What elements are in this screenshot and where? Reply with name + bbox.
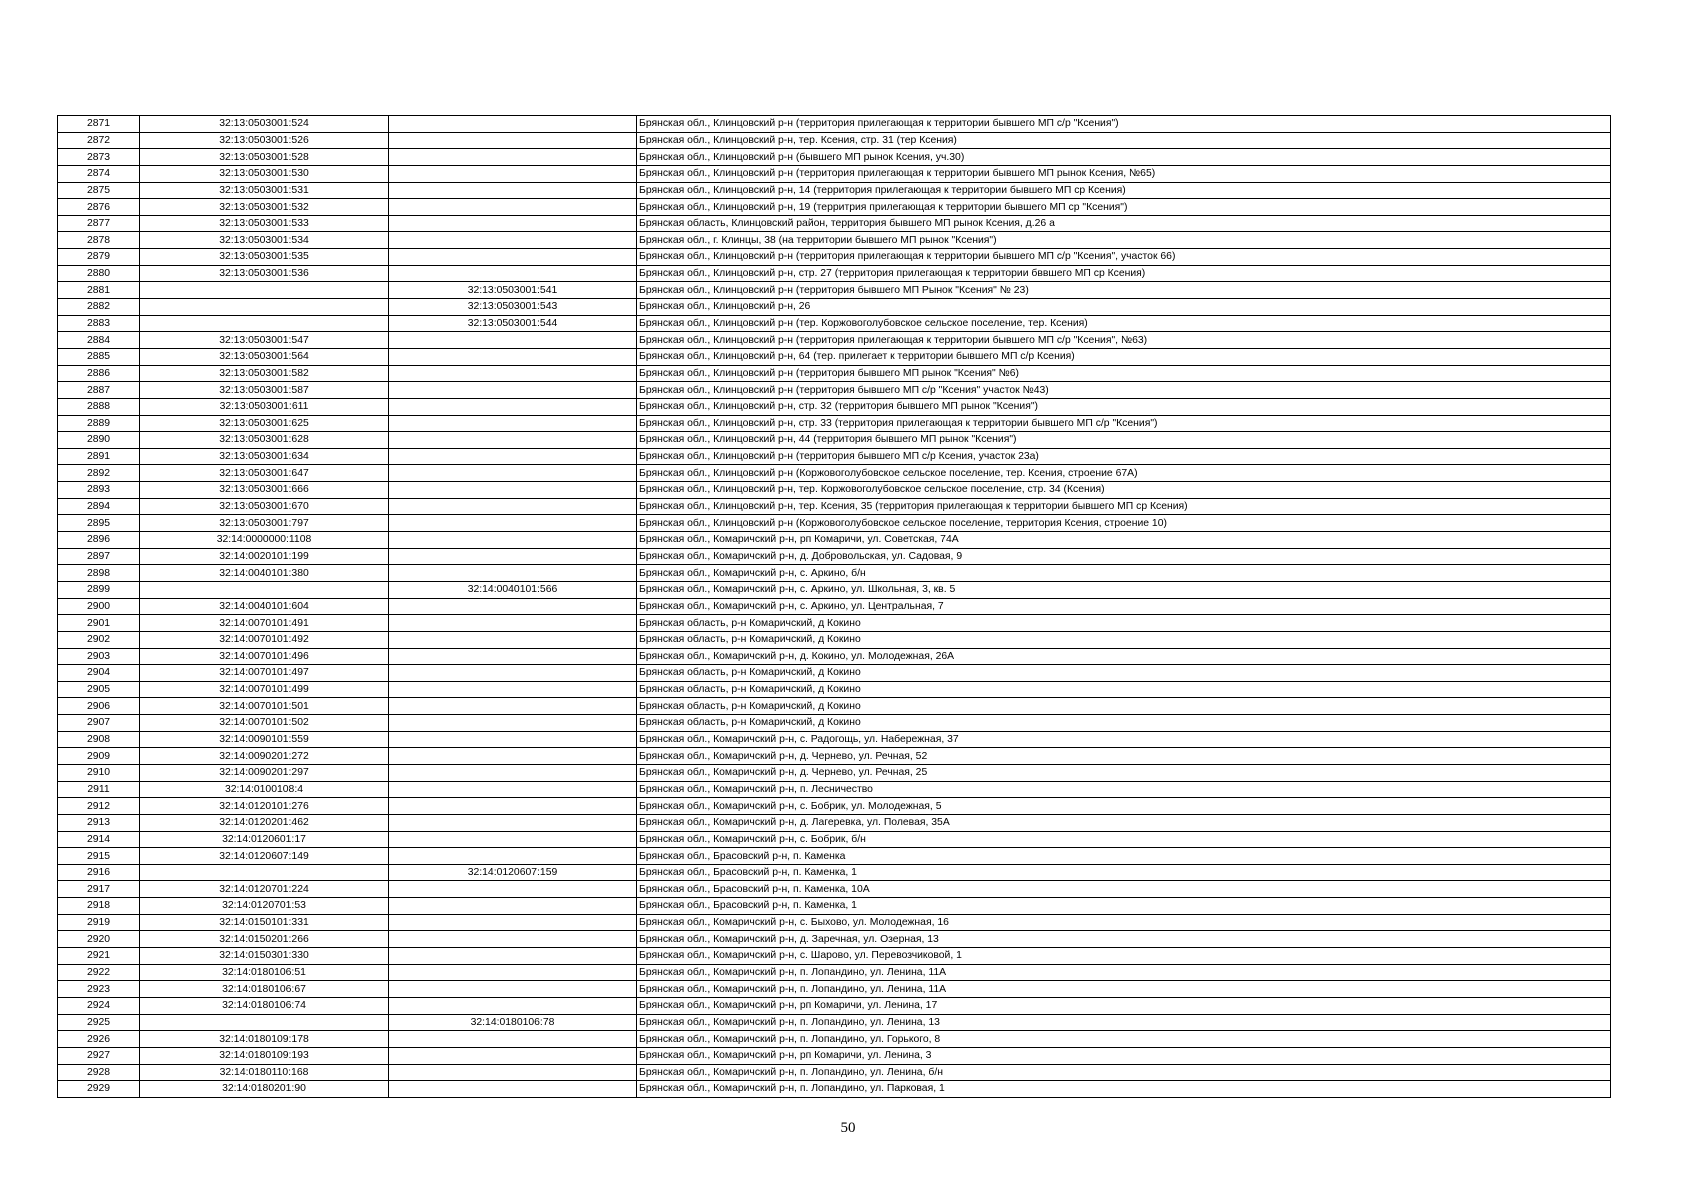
address-cell: Брянская обл., Брасовский р-н, п. Каменка, 10А xyxy=(637,881,1611,898)
row-number-cell: 2901 xyxy=(58,615,140,632)
address-cell: Брянская обл., Комаричский р-н, с. Аркино, ул. Центральная, 7 xyxy=(637,598,1611,615)
cadastral-number-cell: 32:13:0503001:625 xyxy=(140,415,389,432)
row-number-cell: 2889 xyxy=(58,415,140,432)
cadastral-number-cell: 32:13:0503001:797 xyxy=(140,515,389,532)
address-cell: Брянская область, р-н Комаричский, д Кокино xyxy=(637,681,1611,698)
cadastral-number-alt-cell xyxy=(389,948,637,965)
cadastral-number-alt-cell xyxy=(389,715,637,732)
address-cell: Брянская обл., Комаричский р-н, д. Заречная, ул. Озерная, 13 xyxy=(637,931,1611,948)
cadastral-number-alt-cell xyxy=(389,448,637,465)
row-number-cell: 2918 xyxy=(58,898,140,915)
cadastral-number-cell: 32:13:0503001:587 xyxy=(140,382,389,399)
table-row xyxy=(58,731,1611,748)
address-cell: Брянская обл., Клинцовский р-н, стр. 33 (территория прилегающая к территории бывшего МП с/р "Ксения") xyxy=(637,415,1611,432)
cadastral-number-alt-cell xyxy=(389,116,637,133)
table-row xyxy=(58,1081,1611,1098)
cadastral-number-alt-cell xyxy=(389,665,637,682)
cadastral-number-alt-cell xyxy=(389,332,637,349)
cadastral-number-alt-cell xyxy=(389,165,637,182)
table-row xyxy=(58,848,1611,865)
row-number-cell: 2880 xyxy=(58,265,140,282)
cadastral-number-alt-cell xyxy=(389,748,637,765)
cadastral-number-cell: 32:14:0020101:199 xyxy=(140,548,389,565)
cadastral-number-alt-cell: 32:13:0503001:541 xyxy=(389,282,637,299)
address-cell: Брянская обл., Комаричский р-н, п. Лопандино, ул. Ленина, 11А xyxy=(637,981,1611,998)
cadastral-number-cell: 32:14:0180109:178 xyxy=(140,1031,389,1048)
address-cell: Брянская обл., Клинцовский р-н, стр. 32 (территория бывшего МП рынок "Ксения") xyxy=(637,398,1611,415)
cadastral-number-cell: 32:13:0503001:564 xyxy=(140,348,389,365)
cadastral-number-cell: 32:14:0180106:51 xyxy=(140,964,389,981)
row-number-cell: 2907 xyxy=(58,715,140,732)
table-row xyxy=(58,315,1611,332)
address-cell: Брянская обл., Клинцовский р-н (территория прилегающая к территории бывшего МП с/р "Ксения", участок 66) xyxy=(637,249,1611,266)
cadastral-number-alt-cell: 32:14:0180106:78 xyxy=(389,1014,637,1031)
cadastral-number-alt-cell xyxy=(389,465,637,482)
row-number-cell: 2911 xyxy=(58,781,140,798)
row-number-cell: 2903 xyxy=(58,648,140,665)
address-cell: Брянская обл., Клинцовский р-н, тер. Ксения, стр. 31 (тер Ксения) xyxy=(637,132,1611,149)
table-row xyxy=(58,182,1611,199)
cadastral-number-alt-cell xyxy=(389,382,637,399)
cadastral-number-cell xyxy=(140,282,389,299)
cadastral-number-cell: 32:13:0503001:647 xyxy=(140,465,389,482)
cadastral-number-cell: 32:14:0000000:1108 xyxy=(140,532,389,549)
cadastral-number-alt-cell xyxy=(389,681,637,698)
row-number-cell: 2922 xyxy=(58,964,140,981)
table-row xyxy=(58,748,1611,765)
address-cell: Брянская область, р-н Комаричский, д Кокино xyxy=(637,715,1611,732)
table-row xyxy=(58,798,1611,815)
table-row xyxy=(58,498,1611,515)
address-cell: Брянская область, р-н Комаричский, д Кокино xyxy=(637,698,1611,715)
address-cell: Брянская обл., Комаричский р-н, с. Быхово, ул. Молодежная, 16 xyxy=(637,914,1611,931)
cadastral-number-cell xyxy=(140,581,389,598)
address-cell: Брянская обл., Клинцовский р-н, 64 (тер. прилегает к территории бывшего МП с/р Ксения) xyxy=(637,348,1611,365)
row-number-cell: 2924 xyxy=(58,997,140,1014)
cadastral-number-cell: 32:13:0503001:526 xyxy=(140,132,389,149)
table-row xyxy=(58,448,1611,465)
cadastral-number-cell: 32:13:0503001:533 xyxy=(140,215,389,232)
address-cell: Брянская обл., Клинцовский р-н (территория бывшего МП с/р "Ксения" участок №43) xyxy=(637,382,1611,399)
table-row xyxy=(58,515,1611,532)
address-cell: Брянская обл., Клинцовский р-н (Коржовоголубовское сельское поселение, тер. Ксения, строение 67А) xyxy=(637,465,1611,482)
table-row xyxy=(58,348,1611,365)
table-row xyxy=(58,398,1611,415)
address-cell: Брянская обл., Комаричский р-н, с. Бобрик, ул. Молодежная, 5 xyxy=(637,798,1611,815)
cadastral-number-cell xyxy=(140,315,389,332)
row-number-cell: 2898 xyxy=(58,565,140,582)
row-number-cell: 2929 xyxy=(58,1081,140,1098)
table-row xyxy=(58,565,1611,582)
cadastral-number-alt-cell xyxy=(389,648,637,665)
table-row xyxy=(58,199,1611,216)
cadastral-number-cell: 32:14:0120701:53 xyxy=(140,898,389,915)
row-number-cell: 2904 xyxy=(58,665,140,682)
cadastral-number-alt-cell xyxy=(389,515,637,532)
address-cell: Брянская обл., Комаричский р-н, с. Аркино, б/н xyxy=(637,565,1611,582)
cadastral-number-alt-cell xyxy=(389,1031,637,1048)
row-number-cell: 2892 xyxy=(58,465,140,482)
address-cell: Брянская область, р-н Комаричский, д Кокино xyxy=(637,615,1611,632)
table-row xyxy=(58,265,1611,282)
row-number-cell: 2920 xyxy=(58,931,140,948)
address-cell: Брянская обл., Комаричский р-н, д. Кокино, ул. Молодежная, 26А xyxy=(637,648,1611,665)
cadastral-number-alt-cell xyxy=(389,348,637,365)
cadastral-number-cell: 32:13:0503001:532 xyxy=(140,199,389,216)
address-cell: Брянская обл., Комаричский р-н, п. Лопандино, ул. Ленина, 13 xyxy=(637,1014,1611,1031)
cadastral-number-alt-cell xyxy=(389,1047,637,1064)
table-row xyxy=(58,715,1611,732)
cadastral-number-cell xyxy=(140,1014,389,1031)
address-cell: Брянская обл., Клинцовский р-н, тер. Коржовоголубовское сельское поселение, стр. 34 (Ксения) xyxy=(637,482,1611,499)
address-cell: Брянская обл., Комаричский р-н, п. Лопандино, ул. Ленина, б/н xyxy=(637,1064,1611,1081)
cadastral-number-cell: 32:13:0503001:670 xyxy=(140,498,389,515)
cadastral-number-cell: 32:14:0180106:74 xyxy=(140,997,389,1014)
cadastral-number-cell: 32:14:0180109:193 xyxy=(140,1047,389,1064)
row-number-cell: 2888 xyxy=(58,398,140,415)
table-row xyxy=(58,532,1611,549)
address-cell: Брянская обл., г. Клинцы, 38 (на территории бывшего МП рынок "Ксения") xyxy=(637,232,1611,249)
row-number-cell: 2923 xyxy=(58,981,140,998)
address-cell: Брянская обл., Клинцовский р-н (территория прилегающая к территории бывшего МП рынок Ксения, №65) xyxy=(637,165,1611,182)
row-number-cell: 2876 xyxy=(58,199,140,216)
table-row xyxy=(58,432,1611,449)
address-cell: Брянская обл., Брасовский р-н, п. Каменка, 1 xyxy=(637,898,1611,915)
cadastral-number-cell: 32:14:0120607:149 xyxy=(140,848,389,865)
register-table xyxy=(57,115,1611,1098)
table-row xyxy=(58,382,1611,399)
cadastral-number-cell: 32:14:0040101:380 xyxy=(140,565,389,582)
table-row xyxy=(58,1031,1611,1048)
row-number-cell: 2925 xyxy=(58,1014,140,1031)
table-row xyxy=(58,698,1611,715)
row-number-cell: 2886 xyxy=(58,365,140,382)
address-cell: Брянская обл., Комаричский р-н, с. Аркино, ул. Школьная, 3, кв. 5 xyxy=(637,581,1611,598)
table-row xyxy=(58,149,1611,166)
row-number-cell: 2921 xyxy=(58,948,140,965)
cadastral-number-cell: 32:14:0120701:224 xyxy=(140,881,389,898)
cadastral-number-alt-cell: 32:14:0040101:566 xyxy=(389,581,637,598)
address-cell: Брянская обл., Клинцовский р-н (Коржовоголубовское сельское поселение, территория Ксения, строение 10) xyxy=(637,515,1611,532)
table-row xyxy=(58,831,1611,848)
row-number-cell: 2878 xyxy=(58,232,140,249)
cadastral-number-cell: 32:13:0503001:666 xyxy=(140,482,389,499)
address-cell: Брянская обл., Комаричский р-н, п. Лопандино, ул. Ленина, 11А xyxy=(637,964,1611,981)
cadastral-number-alt-cell: 32:14:0120607:159 xyxy=(389,864,637,881)
address-cell: Брянская обл., Комаричский р-н, рп Комаричи, ул. Ленина, 17 xyxy=(637,997,1611,1014)
cadastral-number-alt-cell xyxy=(389,199,637,216)
cadastral-number-alt-cell xyxy=(389,215,637,232)
cadastral-number-cell: 32:14:0070101:497 xyxy=(140,665,389,682)
cadastral-number-alt-cell xyxy=(389,598,637,615)
table-row xyxy=(58,764,1611,781)
cadastral-number-cell: 32:14:0150201:266 xyxy=(140,931,389,948)
cadastral-number-cell: 32:14:0090201:297 xyxy=(140,764,389,781)
cadastral-number-cell: 32:14:0070101:502 xyxy=(140,715,389,732)
cadastral-number-cell: 32:14:0070101:501 xyxy=(140,698,389,715)
cadastral-number-alt-cell xyxy=(389,631,637,648)
page-number: 50 xyxy=(840,1120,856,1136)
table-row xyxy=(58,1014,1611,1031)
cadastral-number-cell: 32:13:0503001:524 xyxy=(140,116,389,133)
table-row xyxy=(58,665,1611,682)
table-row xyxy=(58,681,1611,698)
table-row xyxy=(58,615,1611,632)
address-cell: Брянская обл., Клинцовский р-н (территория прилегающая к территории бывшего МП с/р "Ксения", №63) xyxy=(637,332,1611,349)
cadastral-number-alt-cell xyxy=(389,798,637,815)
address-cell: Брянская обл., Клинцовский р-н (территория бывшего МП с/р Ксения, участок 23а) xyxy=(637,448,1611,465)
row-number-cell: 2872 xyxy=(58,132,140,149)
cadastral-number-alt-cell xyxy=(389,997,637,1014)
table-row xyxy=(58,948,1611,965)
cadastral-number-alt-cell xyxy=(389,781,637,798)
row-number-cell: 2902 xyxy=(58,631,140,648)
address-cell: Брянская обл., Клинцовский р-н (территория прилегающая к территории бывшего МП с/р "Ксения") xyxy=(637,116,1611,133)
cadastral-number-alt-cell xyxy=(389,482,637,499)
table-row xyxy=(58,332,1611,349)
address-cell: Брянская обл., Брасовский р-н, п. Каменка xyxy=(637,848,1611,865)
cadastral-number-cell: 32:14:0090201:272 xyxy=(140,748,389,765)
cadastral-number-alt-cell xyxy=(389,432,637,449)
cadastral-number-cell: 32:13:0503001:547 xyxy=(140,332,389,349)
address-cell: Брянская обл., Комаричский р-н, п. Лопандино, ул. Горького, 8 xyxy=(637,1031,1611,1048)
row-number-cell: 2914 xyxy=(58,831,140,848)
row-number-cell: 2900 xyxy=(58,598,140,615)
cadastral-number-cell: 32:14:0090101:559 xyxy=(140,731,389,748)
table-row xyxy=(58,415,1611,432)
row-number-cell: 2882 xyxy=(58,299,140,316)
address-cell: Брянская обл., Клинцовский р-н, тер. Ксения, 35 (территория прилегающая к территории бывшего МП ср Ксения) xyxy=(637,498,1611,515)
address-cell: Брянская обл., Комаричский р-н, д. Чернево, ул. Речная, 25 xyxy=(637,764,1611,781)
row-number-cell: 2883 xyxy=(58,315,140,332)
cadastral-number-cell: 32:13:0503001:634 xyxy=(140,448,389,465)
row-number-cell: 2909 xyxy=(58,748,140,765)
address-cell: Брянская обл., Клинцовский р-н, 26 xyxy=(637,299,1611,316)
row-number-cell: 2899 xyxy=(58,581,140,598)
row-number-cell: 2927 xyxy=(58,1047,140,1064)
row-number-cell: 2885 xyxy=(58,348,140,365)
address-cell: Брянская обл., Клинцовский р-н, 19 (территрия прилегающая к территории бывшего МП ср "Ксения") xyxy=(637,199,1611,216)
table-row xyxy=(58,914,1611,931)
address-cell: Брянская область, р-н Комаричский, д Кокино xyxy=(637,665,1611,682)
row-number-cell: 2897 xyxy=(58,548,140,565)
address-cell: Брянская обл., Комаричский р-н, п. Лопандино, ул. Парковая, 1 xyxy=(637,1081,1611,1098)
cadastral-number-alt-cell xyxy=(389,548,637,565)
cadastral-number-cell xyxy=(140,864,389,881)
address-cell: Брянская обл., Клинцовский р-н (территория бывшего МП Рынок "Ксения" № 23) xyxy=(637,282,1611,299)
cadastral-number-alt-cell xyxy=(389,365,637,382)
cadastral-number-cell: 32:14:0070101:496 xyxy=(140,648,389,665)
address-cell: Брянская обл., Клинцовский р-н, 14 (территория прилегающая к территории бывшего МП ср Ксения) xyxy=(637,182,1611,199)
cadastral-number-cell: 32:14:0150101:331 xyxy=(140,914,389,931)
cadastral-number-cell xyxy=(140,299,389,316)
row-number-cell: 2908 xyxy=(58,731,140,748)
address-cell: Брянская обл., Комаричский р-н, с. Радогощь, ул. Набережная, 37 xyxy=(637,731,1611,748)
table-row xyxy=(58,1047,1611,1064)
cadastral-number-cell: 32:14:0120201:462 xyxy=(140,814,389,831)
address-cell: Брянская обл., Комаричский р-н, д. Лагеревка, ул. Полевая, 35А xyxy=(637,814,1611,831)
cadastral-number-alt-cell: 32:13:0503001:543 xyxy=(389,299,637,316)
table-row xyxy=(58,648,1611,665)
address-cell: Брянская область, р-н Комаричский, д Кокино xyxy=(637,631,1611,648)
cadastral-number-alt-cell xyxy=(389,981,637,998)
row-number-cell: 2915 xyxy=(58,848,140,865)
address-cell: Брянская обл., Клинцовский р-н, стр. 27 (территория прилегающая к территории бввшего МП ср Ксения) xyxy=(637,265,1611,282)
address-cell: Брянская обл., Комаричский р-н, рп Комаричи, ул. Ленина, 3 xyxy=(637,1047,1611,1064)
table-row xyxy=(58,215,1611,232)
table-row xyxy=(58,981,1611,998)
table-row xyxy=(58,931,1611,948)
address-cell: Брянская обл., Клинцовский р-н (территория бывшего МП рынок "Ксения" №6) xyxy=(637,365,1611,382)
cadastral-number-alt-cell xyxy=(389,615,637,632)
table-row xyxy=(58,299,1611,316)
cadastral-number-alt-cell xyxy=(389,964,637,981)
row-number-cell: 2894 xyxy=(58,498,140,515)
row-number-cell: 2874 xyxy=(58,165,140,182)
address-cell: Брянская обл., Комаричский р-н, с. Шарово, ул. Перевозчиковой, 1 xyxy=(637,948,1611,965)
table-row xyxy=(58,132,1611,149)
address-cell: Брянская обл., Комаричский р-н, рп Комаричи, ул. Советская, 74А xyxy=(637,532,1611,549)
table-row xyxy=(58,116,1611,133)
register-table-body xyxy=(58,116,1611,1098)
cadastral-number-cell: 32:13:0503001:534 xyxy=(140,232,389,249)
cadastral-number-alt-cell xyxy=(389,881,637,898)
table-row xyxy=(58,881,1611,898)
row-number-cell: 2875 xyxy=(58,182,140,199)
row-number-cell: 2895 xyxy=(58,515,140,532)
row-number-cell: 2906 xyxy=(58,698,140,715)
row-number-cell: 2873 xyxy=(58,149,140,166)
table-row xyxy=(58,898,1611,915)
address-cell: Брянская обл., Комаричский р-н, п. Лесничество xyxy=(637,781,1611,798)
cadastral-number-cell: 32:13:0503001:611 xyxy=(140,398,389,415)
cadastral-number-alt-cell xyxy=(389,898,637,915)
row-number-cell: 2912 xyxy=(58,798,140,815)
row-number-cell: 2919 xyxy=(58,914,140,931)
table-row xyxy=(58,598,1611,615)
table-row xyxy=(58,997,1611,1014)
row-number-cell: 2879 xyxy=(58,249,140,266)
row-number-cell: 2913 xyxy=(58,814,140,831)
cadastral-number-cell: 32:14:0070101:491 xyxy=(140,615,389,632)
cadastral-number-alt-cell xyxy=(389,931,637,948)
address-cell: Брянская обл., Комаричский р-н, д. Добровольская, ул. Садовая, 9 xyxy=(637,548,1611,565)
row-number-cell: 2917 xyxy=(58,881,140,898)
cadastral-number-cell: 32:13:0503001:628 xyxy=(140,432,389,449)
cadastral-number-alt-cell xyxy=(389,498,637,515)
cadastral-number-cell: 32:13:0503001:536 xyxy=(140,265,389,282)
row-number-cell: 2928 xyxy=(58,1064,140,1081)
cadastral-number-alt-cell xyxy=(389,698,637,715)
table-row xyxy=(58,864,1611,881)
table-row xyxy=(58,249,1611,266)
cadastral-number-alt-cell xyxy=(389,415,637,432)
cadastral-number-cell: 32:13:0503001:531 xyxy=(140,182,389,199)
table-row xyxy=(58,581,1611,598)
cadastral-number-alt-cell xyxy=(389,565,637,582)
table-row xyxy=(58,465,1611,482)
cadastral-number-cell: 32:13:0503001:582 xyxy=(140,365,389,382)
cadastral-number-alt-cell xyxy=(389,1081,637,1098)
table-row xyxy=(58,482,1611,499)
table-row xyxy=(58,165,1611,182)
cadastral-number-cell: 32:13:0503001:530 xyxy=(140,165,389,182)
table-row xyxy=(58,631,1611,648)
row-number-cell: 2916 xyxy=(58,864,140,881)
cadastral-number-cell: 32:13:0503001:528 xyxy=(140,149,389,166)
table-row xyxy=(58,365,1611,382)
address-cell: Брянская обл., Брасовский р-н, п. Каменка, 1 xyxy=(637,864,1611,881)
cadastral-number-alt-cell xyxy=(389,1064,637,1081)
address-cell: Брянская обл., Клинцовский р-н (бывшего МП рынок Ксения, уч.30) xyxy=(637,149,1611,166)
row-number-cell: 2891 xyxy=(58,448,140,465)
row-number-cell: 2910 xyxy=(58,764,140,781)
cadastral-number-cell: 32:14:0040101:604 xyxy=(140,598,389,615)
cadastral-number-alt-cell xyxy=(389,249,637,266)
cadastral-number-alt-cell xyxy=(389,232,637,249)
row-number-cell: 2896 xyxy=(58,532,140,549)
table-row xyxy=(58,548,1611,565)
row-number-cell: 2926 xyxy=(58,1031,140,1048)
cadastral-number-alt-cell xyxy=(389,398,637,415)
row-number-cell: 2893 xyxy=(58,482,140,499)
cadastral-number-cell: 32:14:0120601:17 xyxy=(140,831,389,848)
row-number-cell: 2884 xyxy=(58,332,140,349)
table-row xyxy=(58,232,1611,249)
address-cell: Брянская область, Клинцовский район, территория бывшего МП рынок Ксения, д.26 а xyxy=(637,215,1611,232)
row-number-cell: 2890 xyxy=(58,432,140,449)
cadastral-number-alt-cell xyxy=(389,848,637,865)
cadastral-number-alt-cell xyxy=(389,132,637,149)
cadastral-number-alt-cell xyxy=(389,731,637,748)
table-row xyxy=(58,781,1611,798)
cadastral-number-cell: 32:14:0180106:67 xyxy=(140,981,389,998)
cadastral-number-cell: 32:14:0180110:168 xyxy=(140,1064,389,1081)
cadastral-number-alt-cell xyxy=(389,831,637,848)
row-number-cell: 2881 xyxy=(58,282,140,299)
cadastral-number-alt-cell xyxy=(389,265,637,282)
address-cell: Брянская обл., Клинцовский р-н, 44 (территория бывшего МП рынок "Ксения") xyxy=(637,432,1611,449)
cadastral-number-alt-cell xyxy=(389,764,637,781)
cadastral-number-alt-cell xyxy=(389,814,637,831)
cadastral-number-cell: 32:14:0180201:90 xyxy=(140,1081,389,1098)
cadastral-number-cell: 32:14:0150301:330 xyxy=(140,948,389,965)
address-cell: Брянская обл., Клинцовский р-н (тер. Коржовоголубовское сельское поселение, тер. Ксения) xyxy=(637,315,1611,332)
row-number-cell: 2877 xyxy=(58,215,140,232)
cadastral-number-cell: 32:13:0503001:535 xyxy=(140,249,389,266)
address-cell: Брянская обл., Комаричский р-н, д. Чернево, ул. Речная, 52 xyxy=(637,748,1611,765)
table-row xyxy=(58,964,1611,981)
cadastral-number-alt-cell xyxy=(389,532,637,549)
table-row xyxy=(58,1064,1611,1081)
table-row xyxy=(58,814,1611,831)
cadastral-number-alt-cell: 32:13:0503001:544 xyxy=(389,315,637,332)
cadastral-number-alt-cell xyxy=(389,182,637,199)
address-cell: Брянская обл., Комаричский р-н, с. Бобрик, б/н xyxy=(637,831,1611,848)
table-row xyxy=(58,282,1611,299)
row-number-cell: 2905 xyxy=(58,681,140,698)
cadastral-number-cell: 32:14:0070101:492 xyxy=(140,631,389,648)
cadastral-number-cell: 32:14:0120101:276 xyxy=(140,798,389,815)
cadastral-number-alt-cell xyxy=(389,914,637,931)
cadastral-number-cell: 32:14:0070101:499 xyxy=(140,681,389,698)
row-number-cell: 2887 xyxy=(58,382,140,399)
row-number-cell: 2871 xyxy=(58,116,140,133)
cadastral-number-alt-cell xyxy=(389,149,637,166)
cadastral-number-cell: 32:14:0100108:4 xyxy=(140,781,389,798)
